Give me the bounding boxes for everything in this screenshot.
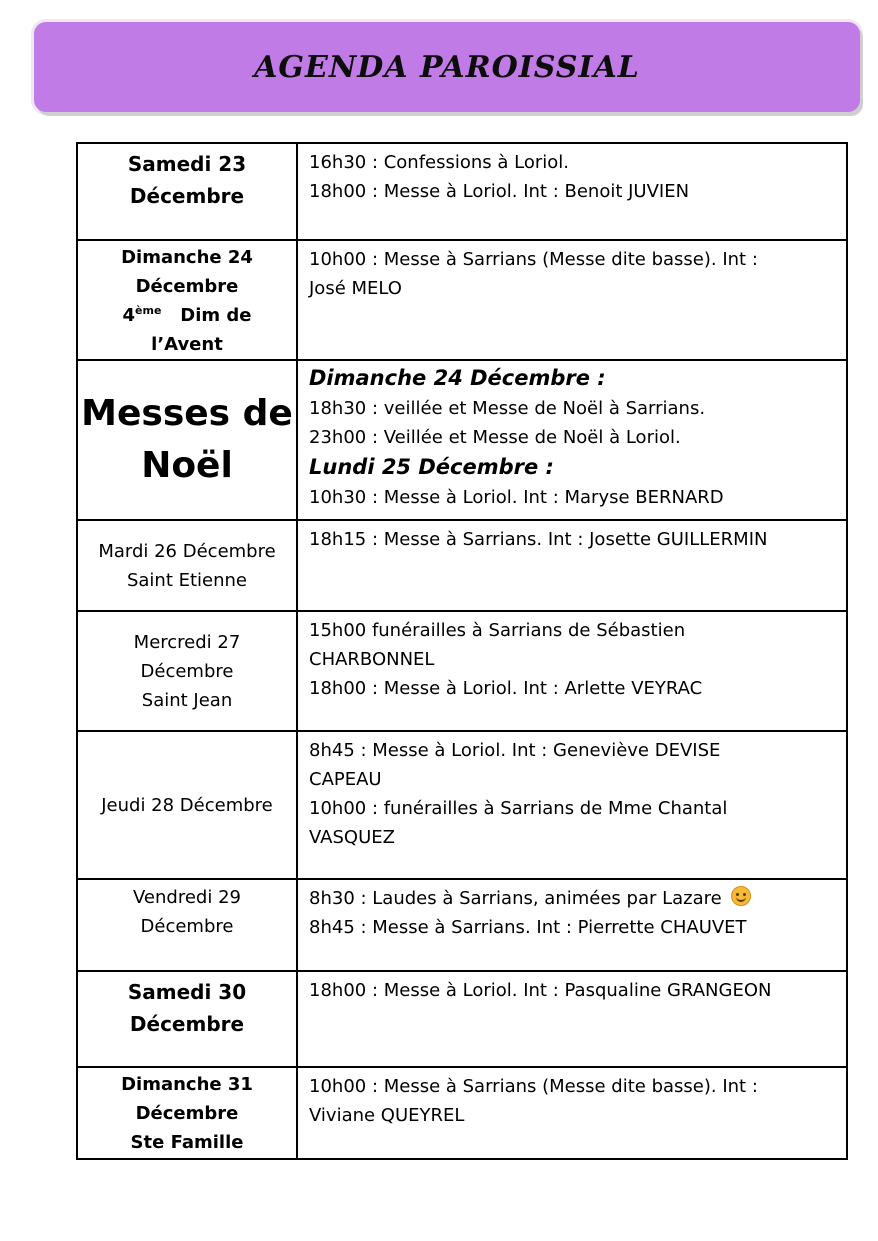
event-text: 8h30 : Laudes à Sarrians, animées par Lazare	[309, 888, 722, 909]
event-line: 18h00 : Messe à Loriol. Int : Arlette VEYRAC	[309, 678, 703, 699]
event-line: 8h45 : Messe à Loriol. Int : Geneviève DEVISE	[309, 740, 721, 761]
event-line: 10h00 : Messe à Sarrians (Messe dite basse). Int :	[309, 249, 758, 270]
day-label: Vendredi 29	[133, 887, 241, 908]
day-label: Samedi 30	[127, 980, 247, 1004]
day-label: Dimanche 31	[121, 1074, 253, 1095]
event-line: 18h30 : veillée et Messe de Noël à Sarrians.	[309, 398, 706, 419]
event-heading: Dimanche 24 Décembre :	[309, 366, 606, 390]
day-label: Décembre	[135, 276, 239, 297]
event-line: 18h00 : Messe à Loriol. Int : Pasqualine GRANGEON	[309, 980, 772, 1001]
day-label: Saint Etienne	[126, 569, 248, 591]
events-cell	[297, 143, 847, 240]
event-line: 10h30 : Messe à Loriol. Int : Maryse BERNARD	[309, 487, 724, 508]
event-line: Viviane QUEYREL	[309, 1105, 465, 1126]
day-label: Jeudi 28 Décembre	[101, 794, 273, 816]
day-cell	[77, 731, 297, 879]
christmas-masses-label: Messes de	[81, 393, 293, 434]
day-cell	[77, 971, 297, 1067]
smiling-face-icon	[731, 886, 751, 906]
event-line	[309, 884, 846, 913]
event-line: 23h00 : Veillée et Messe de Noël à Loriol.	[309, 427, 681, 448]
day-label: Décembre	[140, 916, 234, 937]
event-line: 10h00 : funérailles à Sarrians de Mme Chantal	[309, 798, 728, 819]
events-cell	[297, 879, 847, 971]
table-row	[77, 520, 847, 611]
day-cell	[77, 879, 297, 971]
table-row	[77, 1067, 847, 1159]
event-line: CHARBONNEL	[309, 649, 435, 670]
day-label: Saint Jean	[141, 689, 233, 711]
table-row	[77, 240, 847, 360]
table-row	[77, 971, 847, 1067]
event-line: 18h15 : Messe à Sarrians. Int : Josette GUILLERMIN	[309, 529, 768, 550]
events-cell	[297, 240, 847, 360]
event-line: VASQUEZ	[309, 827, 395, 848]
event-line: 15h00 funérailles à Sarrians de Sébastien	[309, 620, 686, 641]
event-line: José MELO	[309, 278, 402, 299]
day-cell	[77, 611, 297, 731]
events-cell	[297, 520, 847, 611]
day-label: Décembre	[135, 1103, 239, 1124]
day-cell	[77, 520, 297, 611]
event-line: 10h00 : Messe à Sarrians (Messe dite basse). Int :	[309, 1076, 758, 1097]
day-label: Décembre	[129, 1012, 245, 1036]
day-label: Dim de	[180, 305, 252, 326]
title-banner	[34, 22, 860, 112]
page-title: AGENDA PAROISSIAL	[254, 49, 640, 85]
table-row	[77, 143, 847, 240]
day-label: Décembre	[140, 660, 234, 682]
event-line: 8h45 : Messe à Sarrians. Int : Pierrette CHAUVET	[309, 917, 747, 938]
event-line: 16h30 : Confessions à Loriol.	[309, 152, 570, 173]
day-label: Dimanche 24	[121, 247, 253, 268]
agenda-table	[76, 142, 848, 1160]
table-row	[77, 731, 847, 879]
day-label: Mardi 26 Décembre	[98, 540, 276, 562]
day-label: Samedi 23	[127, 152, 247, 176]
events-cell	[297, 611, 847, 731]
events-cell	[297, 731, 847, 879]
event-line: CAPEAU	[309, 769, 382, 790]
christmas-masses-label: Noël	[141, 445, 233, 486]
table-row	[77, 360, 847, 520]
day-cell	[77, 240, 297, 360]
ordinal-suffix: ème	[135, 304, 162, 317]
events-cell	[297, 1067, 847, 1159]
day-label: Ste Famille	[130, 1132, 244, 1153]
event-heading: Lundi 25 Décembre :	[309, 455, 554, 479]
day-cell	[77, 143, 297, 240]
day-cell	[77, 360, 297, 520]
day-label: 4	[122, 305, 136, 326]
event-line: 18h00 : Messe à Loriol. Int : Benoit JUVIEN	[309, 181, 690, 202]
day-cell	[77, 1067, 297, 1159]
day-label: l’Avent	[151, 334, 223, 355]
table-row	[77, 879, 847, 971]
events-cell	[297, 971, 847, 1067]
events-cell	[297, 360, 847, 520]
table-row	[77, 611, 847, 731]
day-label: Mercredi 27	[133, 631, 241, 653]
day-label: Décembre	[129, 184, 245, 208]
